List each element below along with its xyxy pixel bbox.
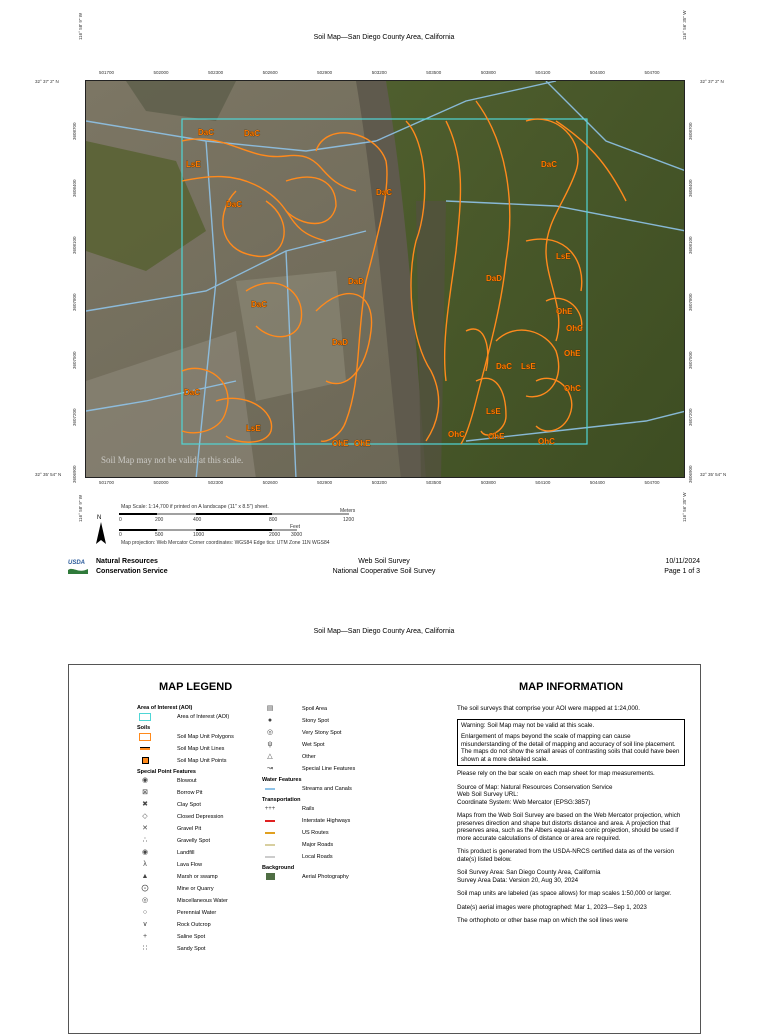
- legend-section: Transportation: [262, 797, 301, 803]
- legend-item-label: Wet Spot: [302, 742, 325, 749]
- legend-item: [139, 813, 269, 825]
- scale-tick-label: 200: [155, 517, 164, 523]
- info-orthophoto: The orthophoto or other base map on which the soil lines were: [457, 917, 628, 924]
- legend-item: [264, 717, 394, 729]
- map-legend-heading: MAP LEGEND: [159, 681, 233, 693]
- legend-item: [264, 817, 394, 829]
- x-tick-row-bottom: [85, 480, 685, 488]
- tick-label: 3607800: [72, 293, 77, 312]
- legend-item-label: Saline Spot: [177, 934, 206, 941]
- mine-icon: ⨀: [141, 885, 149, 892]
- info-url: Web Soil Survey URL:: [457, 791, 519, 798]
- legend-item-label: Marsh or swamp: [177, 874, 218, 881]
- info-certified: This product is generated from the USDA-NRCS certified data as of the version date(s) listed below.: [457, 848, 675, 863]
- warning-box: [457, 719, 685, 767]
- tick-label: 3608700: [688, 122, 693, 140]
- legend-section: Soils: [137, 725, 151, 731]
- soil-unit-label: LsE: [246, 424, 261, 433]
- borrow-pit-icon: ⊠: [142, 789, 148, 796]
- tick-label: 3607200: [688, 408, 693, 426]
- legend-item: [139, 945, 269, 957]
- legend-section: Area of Interest (AOI): [137, 705, 193, 711]
- tick-label: 3608400: [688, 179, 693, 198]
- legend-item-label: Clay Spot: [177, 802, 201, 809]
- tick-label: 504700: [644, 480, 660, 485]
- closed-depression-icon: ◇: [142, 813, 148, 820]
- tick-label: 3607800: [688, 293, 693, 312]
- page-number: Page 1 of 3: [664, 568, 700, 575]
- other-icon: △: [267, 753, 273, 760]
- perennial-water-icon: ○: [142, 909, 148, 916]
- saline-spot-icon: +: [142, 933, 148, 940]
- feet-tick-labels: [119, 532, 359, 540]
- legend-item: [139, 861, 269, 873]
- legend-item: [139, 777, 269, 789]
- special-line-icon: ↝: [267, 765, 273, 772]
- legend-item: [139, 885, 269, 897]
- legend-section: Background: [262, 865, 295, 871]
- tick-label: 502900: [317, 70, 333, 75]
- lat-label-top-right: 32° 37' 2" N: [700, 79, 724, 84]
- tick-label: 3607200: [72, 408, 77, 426]
- legend-item: [264, 785, 394, 797]
- legend-item-label: Soil Map Unit Points: [177, 758, 227, 765]
- lat-label-bottom-right: 32° 35' 54" N: [700, 472, 727, 477]
- major-roads-icon: [264, 841, 276, 849]
- legend-item-label: Aerial Photography: [302, 874, 349, 881]
- legend-item: [264, 873, 394, 885]
- tick-label: 504100: [535, 70, 551, 75]
- legend-item-label: Major Roads: [302, 842, 334, 849]
- scale-tick-label: 0: [119, 517, 122, 523]
- polygon-box-icon: [139, 733, 151, 741]
- legend-item: [139, 897, 269, 909]
- legend-item-label: Stony Spot: [302, 718, 329, 725]
- very-stony-spot-icon: ◎: [266, 729, 274, 736]
- info-coord-system: Coordinate System: Web Mercator (EPSG:3857): [457, 798, 591, 806]
- scale-tick-label: 1000: [193, 532, 205, 538]
- map-scale-text: Map Scale: 1:14,700 if printed on A landscape (11" x 8.5") sheet.: [121, 504, 269, 510]
- tick-label: 502000: [153, 70, 169, 75]
- clay-spot-icon: ✖: [142, 801, 148, 808]
- line-icon: [139, 745, 151, 753]
- soil-unit-label: OhC: [566, 324, 583, 333]
- tick-label: 504400: [589, 70, 605, 75]
- legend-item: [264, 753, 394, 765]
- map-canvas: [86, 81, 685, 478]
- scale-tick-label: 1200: [343, 517, 355, 523]
- page1-title: Soil Map—San Diego County Area, California: [313, 34, 455, 41]
- lon-label-left-top: 116° 58' 9" W: [78, 13, 83, 40]
- legend-item: [139, 825, 269, 837]
- meter-tick-labels: [119, 517, 359, 525]
- tick-label: 502000: [153, 480, 169, 485]
- projection-text: Map projection: Web Mercator Corner coordinates: WGS84 Edge tics: UTM Zone 11N WGS84: [121, 540, 330, 546]
- meters-label: Meters: [340, 508, 356, 514]
- legend-item: [264, 841, 394, 853]
- legend-item: [139, 733, 269, 745]
- legend-item-label: Blowout: [177, 778, 197, 785]
- tick-label: 502600: [262, 480, 278, 485]
- legend-item: [264, 705, 394, 717]
- legend-item-label: Area of Interest (AOI): [177, 714, 230, 721]
- legend-item-label: Soil Map Unit Polygons: [177, 734, 234, 741]
- info-enlargement: Enlargement of maps beyond the scale of mapping can cause misunderstanding of the detail of mapping and accuracy of soil line placement. The maps do not show the small areas of contrasting soils that could have been shown at a more detailed scale.: [461, 733, 680, 763]
- tick-label: 503500: [426, 70, 442, 75]
- gravel-pit-icon: ✕: [142, 825, 148, 832]
- north-arrow-icon: [95, 522, 107, 546]
- legend-item-label: Spoil Area: [302, 706, 328, 713]
- sandy-spot-icon: ∷: [142, 945, 148, 952]
- scale-tick-label: 500: [155, 532, 164, 538]
- rock-outcrop-icon: ∨: [142, 921, 148, 928]
- legend-item-label: Sandy Spot: [177, 946, 206, 953]
- info-bar-scale: Please rely on the bar scale on each map sheet for map measurements.: [457, 770, 655, 777]
- scale-tick-label: 2000: [269, 532, 281, 538]
- north-arrow-label: N: [97, 515, 102, 521]
- tick-label: 503800: [480, 70, 496, 75]
- soil-unit-label: LsE: [521, 362, 536, 371]
- legend-item: [264, 805, 394, 817]
- legend-item-label: Perennial Water: [177, 910, 217, 917]
- soil-unit-label: LsE: [556, 252, 571, 261]
- soil-unit-label: OhE: [556, 307, 573, 316]
- soil-unit-label: DaC: [198, 128, 215, 137]
- soil-unit-label: LsE: [186, 160, 201, 169]
- soil-unit-label: DaC: [251, 300, 268, 309]
- y-tick-col-left: [72, 80, 82, 483]
- soil-unit-label: DaC: [244, 129, 261, 138]
- legend-item: [139, 921, 269, 933]
- legend-item-label: Rock Outcrop: [177, 922, 211, 929]
- tick-label: 501700: [99, 480, 115, 485]
- legend-item-label: Mine or Quarry: [177, 886, 214, 893]
- legend-item: [139, 713, 269, 725]
- legend-column-2: [264, 705, 394, 885]
- tick-label: 3608100: [72, 236, 77, 255]
- tick-label: 502300: [208, 480, 224, 485]
- soil-unit-label: DaC: [184, 388, 201, 397]
- soil-unit-label: DaC: [376, 188, 393, 197]
- soil-unit-label: OhE: [354, 439, 371, 448]
- scale-tick-label: 400: [193, 517, 202, 523]
- lon-label-left-bottom: 116° 58' 9" W: [78, 495, 83, 522]
- tick-label: 503500: [426, 480, 442, 485]
- soil-unit-label: OhE: [488, 432, 505, 441]
- scale-tick-label: 0: [119, 532, 122, 538]
- legend-item-label: Interstate Highways: [302, 818, 351, 825]
- legend-item: [264, 765, 394, 777]
- soil-unit-label: LsE: [486, 407, 501, 416]
- map-information-heading: MAP INFORMATION: [519, 681, 624, 693]
- legend-item: [139, 757, 269, 769]
- tick-label: 3606900: [72, 465, 77, 483]
- y-tick-col-right: [688, 80, 698, 483]
- usda-logo: USDA: [68, 560, 86, 566]
- legend-frame: [68, 664, 701, 1034]
- info-projection: Maps from the Web Soil Survey are based on the Web Mercator projection, which preserves direction and shape but distorts distance and area. A projection that preserves area, such as the Albers equal-area conic projection, should be used if more accurate calculations of distance or area are required.: [457, 812, 681, 842]
- legend-item-label: Miscellaneous Water: [177, 898, 228, 905]
- marsh-icon: ▲: [141, 873, 149, 880]
- legend-item: [264, 853, 394, 865]
- tick-label: 502600: [262, 70, 278, 75]
- legend-item: [139, 849, 269, 861]
- soil-unit-label: DaD: [486, 274, 503, 283]
- x-tick-row-top: [85, 70, 685, 78]
- agency-name-line2: Conservation Service: [96, 568, 168, 575]
- tick-label: 3607500: [688, 351, 693, 369]
- local-roads-icon: [264, 853, 276, 861]
- cooperative-survey: National Cooperative Soil Survey: [332, 568, 436, 575]
- legend-item: [139, 909, 269, 921]
- soil-unit-label: DaC: [226, 200, 243, 209]
- web-soil-survey: Web Soil Survey: [358, 558, 410, 565]
- streams-icon: [264, 785, 276, 793]
- blowout-icon: ◉: [141, 777, 149, 784]
- rails-icon: +++: [264, 806, 276, 812]
- info-mapped-scale: The soil surveys that comprise your AOI were mapped at 1:24,000.: [457, 705, 640, 712]
- legend-item-label: Rails: [302, 806, 315, 813]
- info-survey-data: Survey Area Data: Version 20, Aug 30, 2024: [457, 876, 579, 884]
- legend-item-label: Gravelly Spot: [177, 838, 211, 845]
- legend-item-label: Borrow Pit: [177, 790, 203, 797]
- tick-label: 501700: [99, 70, 115, 75]
- tick-label: 3606900: [688, 465, 693, 483]
- legend-item: [264, 729, 394, 741]
- tick-label: 3608400: [72, 179, 77, 198]
- tick-label: 503200: [371, 480, 387, 485]
- soil-map[interactable]: [85, 80, 685, 478]
- soil-unit-label: DaC: [496, 362, 513, 371]
- legend-item-label: US Routes: [302, 830, 329, 837]
- legend-item: [139, 873, 269, 885]
- misc-water-icon: ◎: [141, 897, 149, 904]
- soil-unit-label: OhC: [538, 437, 555, 446]
- info-warning: Warning: Soil Map may not be valid at this scale.: [461, 721, 595, 729]
- soil-unit-label: OhC: [448, 430, 465, 439]
- soil-unit-label: DaD: [348, 277, 365, 286]
- tick-label: 503800: [480, 480, 496, 485]
- landfill-icon: ◉: [141, 849, 149, 856]
- watermark-text: Soil Map may not be valid at this scale.: [101, 455, 244, 465]
- feet-label: Feet: [290, 524, 301, 530]
- legend-item-label: Lava Flow: [177, 862, 203, 869]
- legend-item-label: Gravel Pit: [177, 826, 202, 833]
- legend-item: [139, 837, 269, 849]
- us-routes-icon: [264, 829, 276, 837]
- legend-item-label: Streams and Canals: [302, 786, 352, 793]
- aoi-box-icon: [139, 713, 151, 721]
- interstate-icon: [264, 817, 276, 825]
- lava-flow-icon: λ: [143, 861, 147, 868]
- scale-tick-label: 800: [269, 517, 278, 523]
- soil-unit-label: OhE: [332, 439, 349, 448]
- legend-column-1: [139, 705, 269, 957]
- legend-item-label: Other: [302, 754, 316, 761]
- soil-unit-label: DaC: [541, 160, 558, 169]
- legend-item-label: Landfill: [177, 850, 195, 857]
- info-survey-area: Soil Survey Area: San Diego County Area, California: [457, 869, 601, 876]
- print-date: 10/11/2024: [665, 558, 700, 565]
- soil-unit-label: OhE: [564, 349, 581, 358]
- info-labels: Soil map units are labeled (as space allows) for map scales 1:50,000 or larger.: [457, 890, 672, 897]
- point-icon: [139, 757, 151, 765]
- spoil-area-icon: ▤: [266, 705, 274, 712]
- tick-label: 503200: [371, 70, 387, 75]
- soil-unit-label: OhC: [564, 384, 581, 393]
- gravelly-spot-icon: ∴: [142, 837, 148, 844]
- info-aerial-dates: Date(s) aerial images were photographed: Mar 1, 2023—Sep 1, 2023: [457, 903, 647, 911]
- lon-label-right-top: 116° 56' 35" W: [682, 10, 687, 40]
- legend-section: Water Features: [262, 777, 302, 783]
- legend-item-label: Local Roads: [302, 854, 333, 861]
- tick-label: 3608700: [72, 122, 77, 140]
- legend-section: Special Point Features: [137, 769, 196, 775]
- legend-item: [139, 745, 269, 757]
- soil-unit-label: DaD: [332, 338, 349, 347]
- legend-item-label: Soil Map Unit Lines: [177, 746, 225, 753]
- agency-name-line1: Natural Resources: [96, 558, 158, 565]
- page2-title: Soil Map—San Diego County Area, California: [313, 628, 455, 635]
- tick-label: 504100: [535, 480, 551, 485]
- legend-item: [139, 789, 269, 801]
- tick-label: 3607500: [72, 351, 77, 369]
- legend-item-label: Closed Depression: [177, 814, 224, 821]
- legend-item-label: Special Line Features: [302, 766, 356, 773]
- legend-item-label: Very Stony Spot: [302, 730, 342, 737]
- tick-label: 504400: [589, 480, 605, 485]
- stony-spot-icon: ●: [267, 717, 273, 724]
- lon-label-right-bottom: 116° 56' 35" W: [682, 492, 687, 522]
- legend-item: [264, 829, 394, 841]
- lat-label-bottom-left: 32° 35' 54" N: [35, 472, 62, 477]
- tick-label: 3608100: [688, 236, 693, 255]
- river-channel: [416, 201, 446, 478]
- map-information-text: [457, 705, 685, 931]
- legend-item: [139, 933, 269, 945]
- info-source: Source of Map: Natural Resources Conservation Service: [457, 783, 613, 791]
- tick-label: 502900: [317, 480, 333, 485]
- tick-label: 504700: [644, 70, 660, 75]
- lat-label-top-left: 32° 37' 2" N: [35, 79, 59, 84]
- tick-label: 502300: [208, 70, 224, 75]
- wet-spot-icon: ψ: [267, 741, 273, 748]
- legend-item: [264, 741, 394, 753]
- scale-tick-label: 3000: [291, 532, 303, 538]
- aerial-icon: [264, 873, 276, 881]
- legend-item: [139, 801, 269, 813]
